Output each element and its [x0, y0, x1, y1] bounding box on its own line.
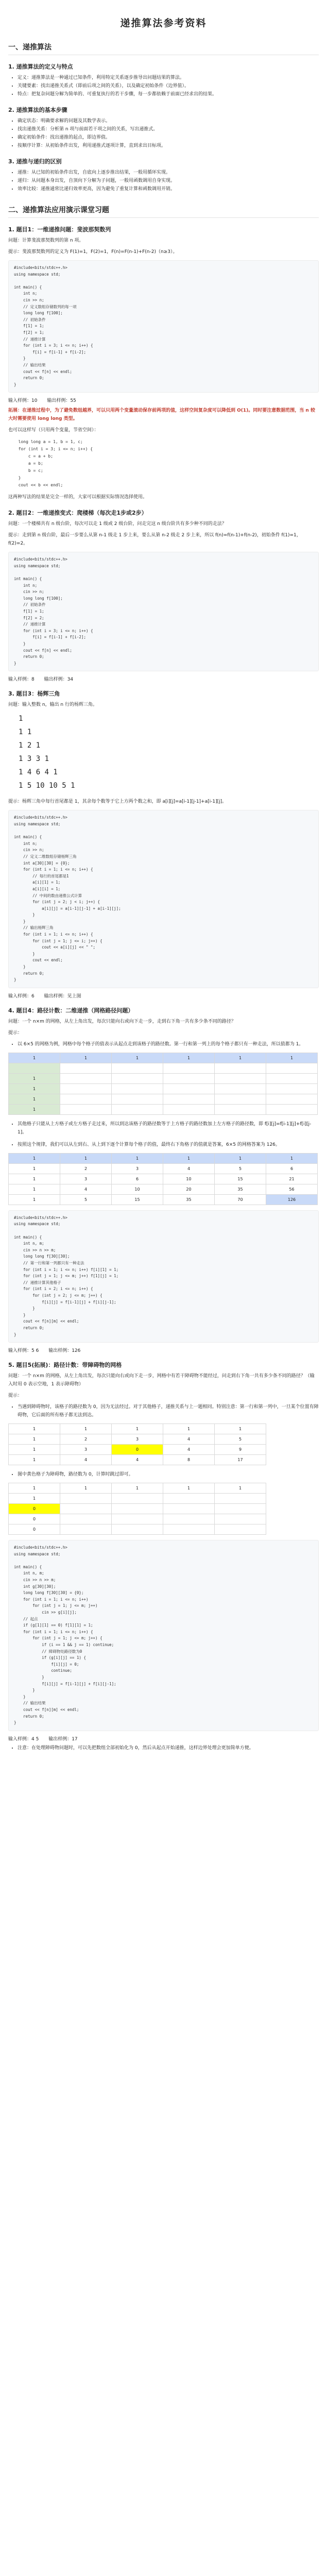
grid-cell: 1	[9, 1104, 60, 1114]
problem-4-hint-list-3	[8, 1141, 319, 1149]
list-item: • 递归：从问题本身出发，自顶向下分解为子问题，一般用函数调用自身实现。	[18, 177, 319, 185]
grid-cell	[60, 1083, 112, 1094]
grid-cell: 3	[112, 1163, 163, 1174]
grid-cell	[60, 1514, 112, 1524]
alt-code-snippet: long long a = 1, b = 1, c; for (int i = 3; i <= n; i++) { c = a + b; a = b; b = c; } cout << b << endl;	[18, 439, 93, 488]
problem-1-code-block[interactable]: #include<bits/stdc++.h> using namespace std; int main() { int n; cin >> n; // 定义数组存储数列的每一项 long long f[100]; // 初始条件 f[1] = 1; f[2] = 1; // 递推计算 for (int i = 3; i <= n; i++) { f[i] = f[i-1] + f[i-2]; } // 输出结果 cout << f[n] << endl; return 0; }	[8, 260, 319, 393]
difference-list	[8, 168, 319, 193]
grid-table-initial	[8, 1053, 318, 1115]
section-2-heading: 二、递推算法应用演示课堂习题	[8, 205, 319, 218]
grid-cell: 21	[266, 1174, 318, 1184]
grid-cell: 2	[60, 1434, 112, 1445]
grid-cell: 4	[60, 1184, 112, 1194]
problem-2-io	[8, 675, 319, 682]
problem-2-hint: 提示：走到第 n 级台阶，最后一步要么从第 n-1 级走 1 步上来，要么从第 n-2 级走 2 步上来，所以 f(n)=f(n-1)+f(n-2)，初始条件 f(1)=1，f(2)=2。	[8, 533, 301, 547]
grid-cell: 8	[163, 1455, 215, 1465]
sample-input: 输入样例：10	[8, 398, 38, 404]
sample-output: 输出样例：见上图	[44, 993, 81, 999]
grid-row	[9, 1455, 266, 1465]
grid-cell: 1	[163, 1483, 215, 1494]
problem-5-hint-list	[8, 1403, 319, 1419]
sample-input: 输入样例：6	[8, 993, 35, 999]
grid-cell: 1	[215, 1424, 266, 1434]
alt-note-2: 这两种写法的结果是完全一样的，大家可以根据实际情况选择使用。	[8, 495, 148, 500]
grid-cell	[112, 1494, 163, 1504]
subheading-difference: 3. 递推与递归的区别	[8, 158, 62, 165]
grid-cell	[266, 1094, 318, 1104]
sample-input: 输入样例：5 6	[8, 1348, 39, 1354]
grid-cell: 0	[9, 1514, 60, 1524]
grid-cell: 17	[215, 1455, 266, 1465]
grid-cell: 1	[9, 1455, 60, 1465]
problem-5-title: 5. 题目5(拓展)：路径计数：带障碍物的网格	[8, 1362, 122, 1369]
grid-cell	[215, 1104, 266, 1114]
grid-row	[9, 1434, 266, 1445]
grid-cell	[163, 1524, 215, 1535]
grid-cell	[112, 1104, 163, 1114]
grid-row	[9, 1184, 318, 1194]
grid-cell: 1	[163, 1424, 215, 1434]
grid-cell: 1	[163, 1153, 215, 1163]
grid-cell: 5	[215, 1434, 266, 1445]
problem-2-desc: 问题：一个楼梯共有 n 级台阶，每次可以走 1 级或 2 级台阶，问走完这 n 级台阶共有多少种不同的走法？	[8, 521, 227, 527]
grid-cell: 1	[9, 1174, 60, 1184]
grid-cell	[163, 1083, 215, 1094]
grid-row	[9, 1153, 318, 1163]
grid-cell: 1	[9, 1445, 60, 1455]
problem-2-code-block[interactable]: #include<bits/stdc++.h> using namespace std; int main() { int n; cin >> n; long long f[100]; // 初始条件 f[1] = 1; f[2] = 2; // 递推计算 for (int i = 3; i <= n; i++) { f[i] = f[i-1] + f[i-2]; } cout << f[n] << endl; return 0; }	[8, 552, 319, 671]
grid-cell: 1	[266, 1053, 318, 1063]
grid-cell: 1	[9, 1094, 60, 1104]
problem-3-hint: 提示：杨辉三角中每行首尾都是 1，其余每个数等于它上方两个数之和，即 a[i][j]=a[i-1][j-1]+a[i-1][j]。	[8, 799, 227, 805]
grid-cell	[215, 1494, 266, 1504]
grid-row	[9, 1063, 318, 1073]
grid-cell: 1	[9, 1483, 60, 1494]
grid-cell: 10	[163, 1174, 215, 1184]
grid-cell	[60, 1104, 112, 1114]
grid-cell: 4	[163, 1163, 215, 1174]
grid-cell: 35	[215, 1184, 266, 1194]
list-item: • 按照这个规律，我们可以从左到右、从上到下逐个计算每个格子的值，最终右下角格子的值就是答案，6×5 的网格答案为 126。	[18, 1141, 319, 1149]
grid-cell	[163, 1514, 215, 1524]
grid-cell	[266, 1073, 318, 1083]
sample-input: 输入样例：8	[8, 677, 35, 683]
grid-cell: 35	[163, 1194, 215, 1205]
grid-cell: 1	[266, 1153, 318, 1163]
grid-cell	[163, 1494, 215, 1504]
list-item: • 按顺序计算：从初始条件出发，利用递推式逐项计算，直到求出目标项。	[18, 142, 319, 150]
problem-5-code-block[interactable]: #include<bits/stdc++.h> using namespace std; int main() { int n, m; cin >> n >> m; int g[30][30]; long long f[30][30] = {0}; for (int i = 1; i <= n; i++) for (int j = 1; j <= m; j++) cin >> g[i][j]; // 起点 if (g[1][1] == 0) f[1][1] = 1; for (int i = 1; i <= n; i++) { for (int j = 1; j <= m; j++) { if (i == 1 && j == 1) continue; // 障碍物处路径数为0 if (g[i][j] == 1) { f[i][j] = 0; continue; } f[i][j] = f[i-1][j] + f[i][j-1]; } } // 输出结果 cout << f[n][m] << endl; return 0; }	[8, 1540, 319, 1731]
document-title: 递推算法参考资料	[120, 18, 207, 29]
grid-cell: 1	[163, 1053, 215, 1063]
grid-cell: 1	[9, 1053, 60, 1063]
grid-cell: 1	[9, 1424, 60, 1434]
grid-cell	[60, 1504, 112, 1514]
grid-cell: 0	[9, 1504, 60, 1514]
problem-5-hint-list-2	[8, 1470, 319, 1479]
grid-cell	[215, 1514, 266, 1524]
grid-cell	[215, 1094, 266, 1104]
problem-3-desc: 问题：输入整数 n，输出 n 行的杨辉三角。	[8, 702, 97, 708]
grid-cell	[112, 1514, 163, 1524]
grid-cell: 1	[60, 1053, 112, 1063]
grid-cell: 1	[112, 1424, 163, 1434]
grid-cell	[215, 1063, 266, 1073]
grid-cell: 1	[112, 1483, 163, 1494]
grid-row	[9, 1504, 266, 1514]
grid-cell: 0	[9, 1524, 60, 1535]
grid-cell	[163, 1094, 215, 1104]
grid-cell: 10	[112, 1184, 163, 1194]
grid-cell: 5	[215, 1163, 266, 1174]
grid-row	[9, 1053, 318, 1063]
grid-cell	[163, 1073, 215, 1083]
grid-cell: 4	[60, 1455, 112, 1465]
grid-row	[9, 1163, 318, 1174]
grid-cell: 1	[9, 1184, 60, 1194]
grid-cell	[60, 1494, 112, 1504]
grid-row	[9, 1174, 318, 1184]
grid-row	[9, 1524, 266, 1535]
obstacle-grid-table	[8, 1423, 266, 1465]
list-item: • 其他格子只能从上方格子或左方格子走过来，所以到达该格子的路径数等于上方格子的路径数加上左方格子的路径数，即 f[i][j]=f[i-1][j]+f[i][j-1]。	[18, 1120, 319, 1137]
grid-cell	[163, 1063, 215, 1073]
grid-cell	[112, 1063, 163, 1073]
subheading-definition: 1. 递推算法的定义与特点	[8, 63, 73, 70]
sample-output: 输出样例：55	[47, 398, 76, 404]
document-page	[8, 0, 319, 1779]
grid-table-filled	[8, 1153, 318, 1205]
list-item: • 图中黄色格子为障碍物，路径数为 0，计算时跳过即可。	[18, 1470, 319, 1479]
grid-cell: 56	[266, 1184, 318, 1194]
grid-row	[9, 1424, 266, 1434]
problem-4-code-block[interactable]: #include<bits/stdc++.h> using namespace std; int main() { int n, m; cin >> n >> m; long long f[30][30]; // 第一行和第一列都只有一种走法 for (int i = 1; i <= n; i++) f[i][1] = 1; for (int j = 1; j <= m; j++) f[1][j] = 1; // 递推计算其他格子 for (int i = 2; i <= n; i++) { for (int j = 2; j <= m; j++) { f[i][j] = f[i-1][j] + f[i][j-1]; } } cout << f[n][m] << endl; return 0; }	[8, 1210, 319, 1343]
steps-list	[8, 117, 319, 150]
list-item: • 以 6×5 的网格为例，网格中每个格子的值表示从起点走到该格子的路径数。第一行和第一列上的每个格子都只有一种走法，所以值都为 1。	[18, 1040, 319, 1048]
sample-input: 输入样例：4 5	[8, 1736, 39, 1742]
sample-output: 输出样例：34	[44, 677, 74, 683]
grid-row	[9, 1514, 266, 1524]
grid-cell: 4	[163, 1434, 215, 1445]
section-1-heading: 一、递推算法	[8, 42, 319, 55]
problem-1-hint: 提示：斐波那契数列的定义为 F(1)=1，F(2)=1，F(n)=F(n-1)+F(n-2)（n≥3）。	[8, 249, 178, 255]
grid-cell: 3	[60, 1445, 112, 1455]
grid-cell: 1	[215, 1483, 266, 1494]
grid-cell: 15	[112, 1194, 163, 1205]
grid-cell: 1	[9, 1434, 60, 1445]
grid-cell: 1	[60, 1483, 112, 1494]
list-item: • 关键要素：找出递推关系式（即前后项之间的关系），以及确定初始条件（边界值）。	[18, 82, 319, 90]
grid-row	[9, 1073, 318, 1083]
problem-1-io	[8, 397, 319, 403]
grid-cell: 70	[215, 1194, 266, 1205]
problem-5-final-note	[8, 1744, 319, 1752]
grid-cell: 6	[266, 1163, 318, 1174]
problem-4-hint-list	[8, 1040, 319, 1048]
grid-row	[9, 1494, 266, 1504]
grid-cell: 1	[9, 1083, 60, 1094]
extension-note: 拓展：在递推过程中，为了避免数组越界，可以只用两个变量滚动保存前两项的值，这样空间复杂度可以降低到 O(1)。同时要注意数据范围，当 n 较大时需要使用 long long 类型。	[8, 408, 315, 422]
list-item: • 找出递推关系：分析第 n 项与前面若干项之间的关系，写出递推式。	[18, 125, 319, 133]
problem-1-desc: 问题：计算斐波那契数列的第 n 项。	[8, 238, 84, 243]
list-item: • 注意：在处理障碍物问题时，可以先把数组全部初始化为 0，然后从起点开始递推，这样边界处理会更加简单方便。	[18, 1744, 319, 1752]
grid-cell	[60, 1524, 112, 1535]
problem-3-io	[8, 992, 319, 999]
grid-cell: 4	[112, 1455, 163, 1465]
problem-1-title: 1. 题目1：一维递推问题：斐波那契数列	[8, 226, 111, 233]
grid-cell: 2	[60, 1163, 112, 1174]
grid-cell: 1	[112, 1153, 163, 1163]
grid-row	[9, 1104, 318, 1114]
grid-cell	[112, 1524, 163, 1535]
grid-cell	[60, 1063, 112, 1073]
grid-cell	[163, 1504, 215, 1514]
problem-4-hint-label: 提示：	[8, 1030, 23, 1036]
grid-cell	[163, 1104, 215, 1114]
pascal-triangle: 1 1 1 1 2 1 1 3 3 1 1 4 6 4 1 1 5 10 10 5 1	[19, 715, 75, 790]
grid-cell: 4	[163, 1445, 215, 1455]
grid-cell	[112, 1073, 163, 1083]
grid-cell: 0	[112, 1445, 163, 1455]
grid-cell: 126	[266, 1194, 318, 1205]
sample-output: 输出样例：17	[48, 1736, 78, 1742]
grid-cell: 1	[215, 1153, 266, 1163]
grid-row	[9, 1445, 266, 1455]
grid-cell	[9, 1063, 60, 1073]
problem-4-hint-list-2	[8, 1120, 319, 1137]
list-item: • 确定初始条件：找出递推的起点，即边界值。	[18, 133, 319, 142]
subheading-steps: 2. 递推算法的基本步骤	[8, 107, 67, 113]
grid-cell	[215, 1504, 266, 1514]
grid-cell: 3	[60, 1174, 112, 1184]
obstacle-edge-table	[8, 1483, 266, 1535]
grid-cell	[266, 1083, 318, 1094]
problem-4-desc: 问题：一个 n×m 的网格，从左上角出发，每次只能向右或向下走一步，走到右下角一共有多少条不同的路径？	[8, 1019, 236, 1024]
grid-cell	[60, 1094, 112, 1104]
problem-5-desc: 问题：一个 n×m 的网格，从左上角出发，每次只能向右或向下走一步，网格中有若干障碍物不能经过，问走到右下角一共有多少条不同的路径？（输入时用 0 表示空地，1 表示障碍物）	[8, 1374, 315, 1387]
grid-cell	[112, 1083, 163, 1094]
problem-5-io	[8, 1735, 319, 1742]
alt-note: 也可以这样写（只用两个变量，节省空间）：	[8, 428, 99, 433]
list-item: • 特点：把复杂问题分解为简单的、可重复执行的若干步骤，每一步都依赖于前面已经求出的结果。	[18, 90, 319, 98]
grid-cell	[266, 1104, 318, 1114]
grid-row	[9, 1194, 318, 1205]
grid-cell: 1	[215, 1053, 266, 1063]
grid-row	[9, 1094, 318, 1104]
problem-4-title: 4. 题目4：路径计数：二维递推（网格路径问题）	[8, 1007, 134, 1014]
grid-cell: 1	[60, 1424, 112, 1434]
grid-cell: 1	[9, 1153, 60, 1163]
grid-cell: 1	[9, 1194, 60, 1205]
grid-cell: 1	[9, 1073, 60, 1083]
definition-list	[8, 74, 319, 98]
problem-2-title: 2. 题目2：一维递推变式：爬楼梯（每次走1步或2步）	[8, 510, 147, 517]
grid-row	[9, 1083, 318, 1094]
grid-cell: 1	[9, 1494, 60, 1504]
grid-cell: 6	[112, 1174, 163, 1184]
problem-5-hint-label: 提示：	[8, 1393, 23, 1399]
grid-cell: 3	[112, 1434, 163, 1445]
problem-3-code-block[interactable]: #include<bits/stdc++.h> using namespace std; int main() { int n; cin >> n; // 定义二维数组存储杨辉三角 int a[30][30] = {0}; for (int i = 1; i <= n; i++) { // 每行的首尾都是1 a[i][1] = 1; a[i][i] = 1; // 中间的数由递推公式计算 for (int j = 2; j < i; j++) { a[i][j] = a[i-1][j-1] + a[i-1][j]; } } // 输出杨辉三角 for (int i = 1; i <= n; i++) { for (int j = 1; j <= i; j++) { cout << a[i][j] << " "; } cout << endl; } return 0; }	[8, 810, 319, 988]
grid-cell	[60, 1073, 112, 1083]
grid-cell: 20	[163, 1184, 215, 1194]
sample-output: 输出样例：126	[48, 1348, 81, 1354]
grid-cell: 1	[60, 1153, 112, 1163]
grid-cell	[112, 1504, 163, 1514]
grid-cell	[266, 1063, 318, 1073]
problem-4-io	[8, 1347, 319, 1353]
grid-cell	[112, 1094, 163, 1104]
grid-cell	[215, 1083, 266, 1094]
list-item: • 当遇到障碍物时，该格子的路径数为 0，因为无法经过。对于其他格子，递推关系与上一题相同。特别注意：第一行和第一列中，一旦某个位置有障碍物，它后面的所有格子都无法到达。	[18, 1403, 319, 1419]
grid-cell	[215, 1073, 266, 1083]
problem-3-title: 3. 题目3：杨辉三角	[8, 690, 60, 698]
grid-cell: 1	[9, 1163, 60, 1174]
grid-cell: 9	[215, 1445, 266, 1455]
grid-cell: 15	[215, 1174, 266, 1184]
grid-cell: 1	[112, 1053, 163, 1063]
grid-cell: 5	[60, 1194, 112, 1205]
list-item: • 确定状态：明确要求解的问题及其数学表示。	[18, 117, 319, 125]
list-item: • 递推：从已知的初始条件出发，自底向上逐步推出结果，一般用循环实现。	[18, 168, 319, 177]
list-item: • 定义：递推算法是一种通过已知条件，利用特定关系逐步推导出问题结果的算法。	[18, 74, 319, 82]
list-item: • 效率比较：递推通常比递归效率更高，因为避免了重复计算和函数调用开销。	[18, 185, 319, 193]
grid-row	[9, 1483, 266, 1494]
grid-cell	[215, 1524, 266, 1535]
